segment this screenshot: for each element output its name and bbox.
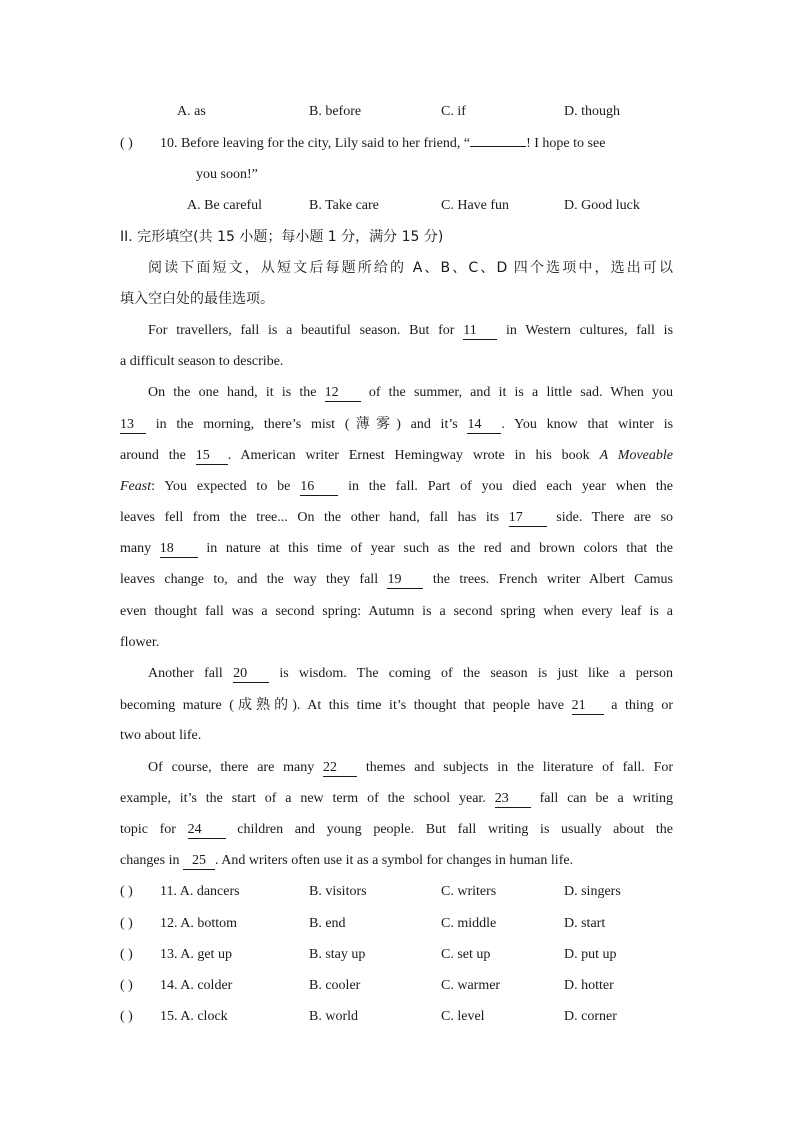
option-c: C. middle bbox=[441, 916, 497, 931]
passage-text: the trees. French writer Albert Camus bbox=[432, 572, 674, 587]
section-instruction-line2: 填入空白处的最佳选项。 bbox=[120, 291, 274, 307]
option-a: 12. A. bottom bbox=[160, 916, 238, 931]
option-a: 15. A. clock bbox=[160, 1009, 228, 1024]
blank-18: 18 bbox=[160, 541, 198, 558]
passage-p2-line6 bbox=[120, 539, 673, 559]
passage-text: leaves change to, and the way they fall bbox=[120, 572, 379, 587]
q9-option-c: C. if bbox=[441, 104, 466, 119]
passage-text: in the morning, there’s mist ( bbox=[155, 417, 350, 432]
passage-gloss: 薄雾 bbox=[349, 416, 397, 432]
passage-p2-line5 bbox=[120, 508, 673, 528]
passage-text: side. There are so bbox=[556, 510, 674, 525]
passage-p3-line2 bbox=[120, 695, 673, 715]
passage-text: : You expected to be bbox=[151, 479, 291, 494]
option-c: C. warmer bbox=[441, 978, 501, 993]
passage-text: Of course, there are many bbox=[148, 760, 315, 775]
blank-22: 22 bbox=[323, 760, 357, 777]
blank-15: 15 bbox=[196, 448, 228, 465]
passage-text: On the one hand, it is the bbox=[148, 385, 317, 400]
passage-text: children and young people. But fall writing is usually about the bbox=[237, 822, 673, 837]
section-heading: II. 完形填空(共 15 小题；每小题 1 分，满分 15 分) bbox=[120, 229, 444, 245]
q9-option-a: A. as bbox=[177, 104, 206, 119]
passage-text: of the summer, and it is a little sad. When you bbox=[368, 385, 673, 400]
passage-p2-line1 bbox=[148, 383, 673, 403]
passage-text: ). At this time it’s thought that people have bbox=[292, 698, 565, 713]
option-d: D. put up bbox=[564, 947, 617, 962]
blank-23: 23 bbox=[495, 791, 531, 808]
passage-p4-line3 bbox=[120, 820, 673, 840]
option-d: D. singers bbox=[564, 884, 621, 899]
passage-text: For travellers, fall is a beautiful season. But for bbox=[148, 323, 455, 338]
option-a: 11. A. dancers bbox=[160, 884, 240, 899]
blank-13: 13 bbox=[120, 417, 146, 434]
q10-text-before: 10. Before leaving for the city, Lily said to her friend, “ bbox=[160, 136, 471, 151]
option-b: B. stay up bbox=[309, 947, 366, 962]
option-b: B. visitors bbox=[309, 884, 367, 899]
passage-text: changes in bbox=[120, 853, 180, 868]
option-b: B. end bbox=[309, 916, 346, 931]
passage-text: many bbox=[120, 541, 152, 556]
passage-text: becoming mature ( bbox=[120, 698, 234, 713]
q10-option-a: A. Be careful bbox=[187, 198, 263, 213]
q10-option-d: D. Good luck bbox=[564, 198, 640, 213]
passage-p3-line1 bbox=[148, 664, 673, 684]
q9-option-d: D. though bbox=[564, 104, 620, 119]
option-b: B. world bbox=[309, 1009, 358, 1024]
passage-p4-line2 bbox=[120, 789, 673, 809]
passage-text: fall can be a writing bbox=[539, 791, 673, 806]
answer-parentheses: ( ) bbox=[120, 136, 133, 151]
book-title: Feast bbox=[120, 479, 152, 494]
book-title: A Moveable bbox=[599, 448, 673, 463]
passage-gloss: 成熟的 bbox=[233, 697, 293, 713]
option-d: D. start bbox=[564, 916, 606, 931]
passage-text: a thing or bbox=[611, 698, 674, 713]
q10-text-line2: you soon!” bbox=[196, 167, 258, 182]
passage-text: topic for bbox=[120, 822, 176, 837]
blank-24: 24 bbox=[188, 822, 226, 839]
passage-p1-line1 bbox=[148, 321, 673, 341]
passage-text: in nature at this time of year such as the red and brown colors that the bbox=[206, 541, 674, 556]
passage-text: ) and it’s bbox=[396, 417, 458, 432]
passage-p2-line4 bbox=[120, 477, 673, 497]
passage-p1-line2: a difficult season to describe. bbox=[120, 354, 284, 369]
blank-14: 14 bbox=[467, 417, 501, 434]
blank-21: 21 bbox=[572, 698, 604, 715]
passage-text: in the fall. Part of you died each year when the bbox=[348, 479, 674, 494]
option-d: D. hotter bbox=[564, 978, 614, 993]
q10-text-line1 bbox=[160, 134, 605, 154]
answer-parentheses: ( ) bbox=[120, 947, 133, 962]
section-instruction-line1: 阅读下面短文，从短文后每题所给的 A、B、C、D 四个选项中，选出可以 bbox=[148, 260, 673, 276]
option-c: C. writers bbox=[441, 884, 497, 899]
passage-text: example, it’s the start of a new term of the school year. bbox=[120, 791, 486, 806]
passage-p2-line2 bbox=[120, 414, 673, 434]
passage-p3-line3: two about life. bbox=[120, 728, 202, 743]
passage-p2-line7 bbox=[120, 570, 673, 590]
q10-option-c: C. Have fun bbox=[441, 198, 510, 213]
option-b: B. cooler bbox=[309, 978, 361, 993]
q9-option-b: B. before bbox=[309, 104, 362, 119]
blank-25: 25 bbox=[183, 853, 215, 870]
answer-parentheses: ( ) bbox=[120, 1009, 133, 1024]
answer-parentheses: ( ) bbox=[120, 916, 133, 931]
passage-text: Another fall bbox=[148, 666, 223, 681]
blank-19: 19 bbox=[387, 572, 423, 589]
blank-17: 17 bbox=[509, 510, 547, 527]
answer-parentheses: ( ) bbox=[120, 884, 133, 899]
blank-11: 11 bbox=[463, 323, 497, 340]
blank-12: 12 bbox=[325, 385, 361, 402]
passage-text: around the bbox=[120, 448, 186, 463]
passage-text: in Western cultures, fall is bbox=[506, 323, 674, 338]
option-c: C. level bbox=[441, 1009, 485, 1024]
blank-20: 20 bbox=[233, 666, 269, 683]
passage-p2-line9: flower. bbox=[120, 635, 160, 650]
passage-text: . You know that winter is bbox=[501, 417, 674, 432]
q10-text-after: ! I hope to see bbox=[526, 136, 606, 151]
passage-text: . And writers often use it as a symbol for changes in human life. bbox=[214, 853, 574, 868]
blank-16: 16 bbox=[300, 479, 338, 496]
passage-text: leaves fell from the tree... On the other hand, fall has its bbox=[120, 510, 500, 525]
passage-p2-line3 bbox=[120, 446, 673, 466]
passage-p2-line8: even thought fall was a second spring: Autumn is a second spring when every leaf is a bbox=[120, 604, 673, 619]
passage-text: . American writer Ernest Hemingway wrote in his book bbox=[227, 448, 590, 463]
answer-parentheses: ( ) bbox=[120, 978, 133, 993]
option-a: 13. A. get up bbox=[160, 947, 232, 962]
option-d: D. corner bbox=[564, 1009, 617, 1024]
passage-p4-line4 bbox=[120, 851, 673, 871]
passage-text: is wisdom. The coming of the season is just like a person bbox=[279, 666, 674, 681]
q10-blank bbox=[470, 146, 526, 147]
option-a: 14. A. colder bbox=[160, 978, 233, 993]
passage-p4-line1 bbox=[148, 758, 673, 778]
option-c: C. set up bbox=[441, 947, 491, 962]
passage-text: themes and subjects in the literature of fall. For bbox=[365, 760, 674, 775]
q10-option-b: B. Take care bbox=[309, 198, 379, 213]
